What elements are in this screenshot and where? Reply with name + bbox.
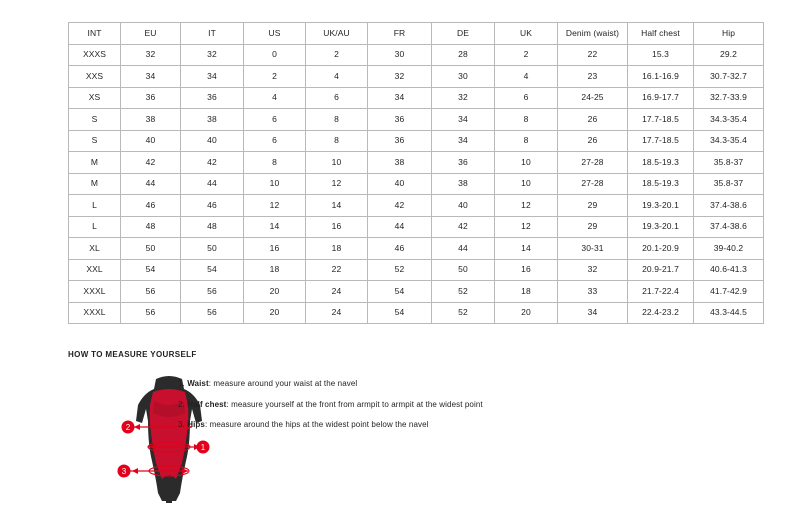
cell-eu: 34	[121, 66, 181, 88]
cell-hip: 37.4-38.6	[694, 195, 764, 217]
cell-denim: 27-28	[558, 152, 628, 174]
cell-uk: 18	[495, 281, 558, 303]
how-to-measure-title: HOW TO MEASURE YOURSELF	[68, 350, 197, 359]
cell-ukau: 2	[306, 44, 368, 66]
cell-us: 6	[244, 109, 306, 131]
size-chart-table	[68, 22, 764, 324]
cell-ukau: 18	[306, 238, 368, 260]
how-to-measure-section	[68, 350, 728, 476]
cell-uk: 6	[495, 87, 558, 109]
cell-de: 36	[432, 152, 495, 174]
table-row	[69, 130, 764, 152]
cell-de: 52	[432, 281, 495, 303]
cell-half-chest: 16.1-16.9	[628, 66, 694, 88]
cell-it: 32	[181, 44, 244, 66]
cell-denim: 32	[558, 259, 628, 281]
cell-half-chest: 22.4-23.2	[628, 302, 694, 324]
table-row	[69, 109, 764, 131]
cell-us: 20	[244, 281, 306, 303]
cell-de: 30	[432, 66, 495, 88]
cell-ukau: 14	[306, 195, 368, 217]
table-row	[69, 173, 764, 195]
instruction-hips	[178, 420, 698, 430]
table-row	[69, 152, 764, 174]
cell-int: S	[69, 130, 121, 152]
cell-ukau: 8	[306, 109, 368, 131]
instruction-hips-number: 3.	[178, 420, 185, 430]
cell-int: L	[69, 195, 121, 217]
cell-us: 14	[244, 216, 306, 238]
cell-eu: 56	[121, 281, 181, 303]
column-header-us: US	[244, 23, 306, 45]
cell-it: 46	[181, 195, 244, 217]
cell-half-chest: 15.3	[628, 44, 694, 66]
measurement-instructions	[178, 379, 698, 441]
cell-half-chest: 18.5-19.3	[628, 173, 694, 195]
cell-denim: 33	[558, 281, 628, 303]
cell-fr: 52	[368, 259, 432, 281]
table-row	[69, 216, 764, 238]
cell-it: 36	[181, 87, 244, 109]
cell-denim: 29	[558, 216, 628, 238]
instruction-waist	[178, 379, 698, 389]
cell-denim: 24-25	[558, 87, 628, 109]
cell-hip: 32.7-33.9	[694, 87, 764, 109]
cell-int: XXL	[69, 259, 121, 281]
cell-half-chest: 20.9-21.7	[628, 259, 694, 281]
table-row	[69, 281, 764, 303]
cell-denim: 26	[558, 109, 628, 131]
cell-denim: 29	[558, 195, 628, 217]
cell-uk: 20	[495, 302, 558, 324]
cell-ukau: 12	[306, 173, 368, 195]
cell-int: XXXL	[69, 302, 121, 324]
cell-int: XXS	[69, 66, 121, 88]
cell-it: 40	[181, 130, 244, 152]
cell-fr: 44	[368, 216, 432, 238]
cell-int: M	[69, 173, 121, 195]
cell-hip: 34.3-35.4	[694, 109, 764, 131]
cell-fr: 30	[368, 44, 432, 66]
cell-eu: 54	[121, 259, 181, 281]
cell-uk: 8	[495, 130, 558, 152]
table-header-row	[69, 23, 764, 45]
cell-int: M	[69, 152, 121, 174]
cell-fr: 42	[368, 195, 432, 217]
cell-uk: 4	[495, 66, 558, 88]
cell-us: 8	[244, 152, 306, 174]
cell-eu: 46	[121, 195, 181, 217]
cell-hip: 35.8-37	[694, 152, 764, 174]
cell-denim: 23	[558, 66, 628, 88]
cell-de: 42	[432, 216, 495, 238]
cell-us: 20	[244, 302, 306, 324]
cell-half-chest: 16.9-17.7	[628, 87, 694, 109]
cell-de: 52	[432, 302, 495, 324]
cell-half-chest: 21.7-22.4	[628, 281, 694, 303]
instruction-half-chest	[178, 400, 698, 410]
cell-uk: 8	[495, 109, 558, 131]
cell-it: 44	[181, 173, 244, 195]
cell-hip: 34.3-35.4	[694, 130, 764, 152]
cell-eu: 44	[121, 173, 181, 195]
instruction-half-chest-number: 2.	[178, 399, 185, 409]
cell-de: 50	[432, 259, 495, 281]
cell-eu: 38	[121, 109, 181, 131]
size-chart-container	[68, 22, 747, 324]
cell-us: 18	[244, 259, 306, 281]
cell-hip: 29.2	[694, 44, 764, 66]
instruction-half-chest-text: : measure yourself at the front from armpit to armpit at the widest point	[226, 399, 483, 409]
table-row	[69, 259, 764, 281]
cell-ukau: 24	[306, 281, 368, 303]
table-row	[69, 87, 764, 109]
cell-denim: 30-31	[558, 238, 628, 260]
cell-ukau: 10	[306, 152, 368, 174]
column-header-it: IT	[181, 23, 244, 45]
cell-hip: 35.8-37	[694, 173, 764, 195]
cell-fr: 40	[368, 173, 432, 195]
cell-uk: 16	[495, 259, 558, 281]
instruction-waist-text: : measure around your waist at the navel	[208, 379, 358, 388]
cell-denim: 26	[558, 130, 628, 152]
column-header-uk: UK	[495, 23, 558, 45]
instruction-hips-text: : measure around the hips at the widest point below the navel	[204, 420, 429, 430]
cell-ukau: 4	[306, 66, 368, 88]
cell-us: 2	[244, 66, 306, 88]
cell-uk: 14	[495, 238, 558, 260]
marker-3	[118, 465, 131, 478]
cell-half-chest: 17.7-18.5	[628, 130, 694, 152]
instruction-waist-number: 1.	[178, 379, 185, 388]
cell-it: 54	[181, 259, 244, 281]
cell-hip: 37.4-38.6	[694, 216, 764, 238]
cell-half-chest: 19.3-20.1	[628, 216, 694, 238]
cell-hip: 30.7-32.7	[694, 66, 764, 88]
cell-us: 0	[244, 44, 306, 66]
cell-fr: 34	[368, 87, 432, 109]
cell-it: 50	[181, 238, 244, 260]
cell-ukau: 22	[306, 259, 368, 281]
cell-fr: 54	[368, 302, 432, 324]
cell-eu: 36	[121, 87, 181, 109]
column-header-ukau: UK/AU	[306, 23, 368, 45]
cell-fr: 36	[368, 130, 432, 152]
cell-eu: 50	[121, 238, 181, 260]
cell-half-chest: 20.1-20.9	[628, 238, 694, 260]
table-row	[69, 66, 764, 88]
cell-hip: 41.7-42.9	[694, 281, 764, 303]
cell-de: 32	[432, 87, 495, 109]
instruction-waist-term: Waist	[187, 379, 209, 388]
cell-ukau: 16	[306, 216, 368, 238]
marker-1	[197, 441, 210, 454]
cell-eu: 42	[121, 152, 181, 174]
column-header-de: DE	[432, 23, 495, 45]
cell-us: 10	[244, 173, 306, 195]
column-header-eu: EU	[121, 23, 181, 45]
cell-fr: 36	[368, 109, 432, 131]
cell-us: 6	[244, 130, 306, 152]
cell-us: 16	[244, 238, 306, 260]
cell-int: S	[69, 109, 121, 131]
cell-int: XS	[69, 87, 121, 109]
cell-de: 40	[432, 195, 495, 217]
cell-half-chest: 19.3-20.1	[628, 195, 694, 217]
cell-de: 38	[432, 173, 495, 195]
column-header-fr: FR	[368, 23, 432, 45]
cell-eu: 48	[121, 216, 181, 238]
cell-it: 38	[181, 109, 244, 131]
cell-ukau: 8	[306, 130, 368, 152]
column-header-half-chest: Half chest	[628, 23, 694, 45]
cell-eu: 56	[121, 302, 181, 324]
cell-int: XXXL	[69, 281, 121, 303]
cell-half-chest: 17.7-18.5	[628, 109, 694, 131]
cell-it: 48	[181, 216, 244, 238]
cell-uk: 10	[495, 152, 558, 174]
cell-uk: 10	[495, 173, 558, 195]
cell-int: XXXS	[69, 44, 121, 66]
cell-uk: 12	[495, 195, 558, 217]
table-row	[69, 302, 764, 324]
cell-de: 34	[432, 130, 495, 152]
cell-fr: 38	[368, 152, 432, 174]
cell-half-chest: 18.5-19.3	[628, 152, 694, 174]
instruction-hips-term: Hips	[187, 420, 205, 430]
marker-2-label: 2	[125, 423, 131, 432]
cell-de: 34	[432, 109, 495, 131]
cell-uk: 2	[495, 44, 558, 66]
cell-eu: 32	[121, 44, 181, 66]
cell-de: 44	[432, 238, 495, 260]
cell-eu: 40	[121, 130, 181, 152]
column-header-int: INT	[69, 23, 121, 45]
cell-fr: 32	[368, 66, 432, 88]
cell-ukau: 6	[306, 87, 368, 109]
cell-ukau: 24	[306, 302, 368, 324]
cell-de: 28	[432, 44, 495, 66]
cell-fr: 46	[368, 238, 432, 260]
table-row	[69, 195, 764, 217]
cell-us: 12	[244, 195, 306, 217]
column-header-denim-waist: Denim (waist)	[558, 23, 628, 45]
cell-denim: 27-28	[558, 173, 628, 195]
cell-it: 34	[181, 66, 244, 88]
cell-uk: 12	[495, 216, 558, 238]
cell-it: 56	[181, 302, 244, 324]
table-row	[69, 238, 764, 260]
marker-2	[122, 421, 135, 434]
cell-hip: 43.3-44.5	[694, 302, 764, 324]
cell-fr: 54	[368, 281, 432, 303]
column-header-hip: Hip	[694, 23, 764, 45]
cell-denim: 22	[558, 44, 628, 66]
cell-denim: 34	[558, 302, 628, 324]
cell-hip: 40.6-41.3	[694, 259, 764, 281]
cell-hip: 39-40.2	[694, 238, 764, 260]
cell-int: L	[69, 216, 121, 238]
marker-3-label: 3	[121, 467, 127, 476]
cell-it: 56	[181, 281, 244, 303]
instruction-half-chest-term: Half chest	[187, 399, 227, 409]
cell-it: 42	[181, 152, 244, 174]
cell-int: XL	[69, 238, 121, 260]
cell-us: 4	[244, 87, 306, 109]
table-row	[69, 44, 764, 66]
marker-1-label: 1	[200, 443, 206, 452]
